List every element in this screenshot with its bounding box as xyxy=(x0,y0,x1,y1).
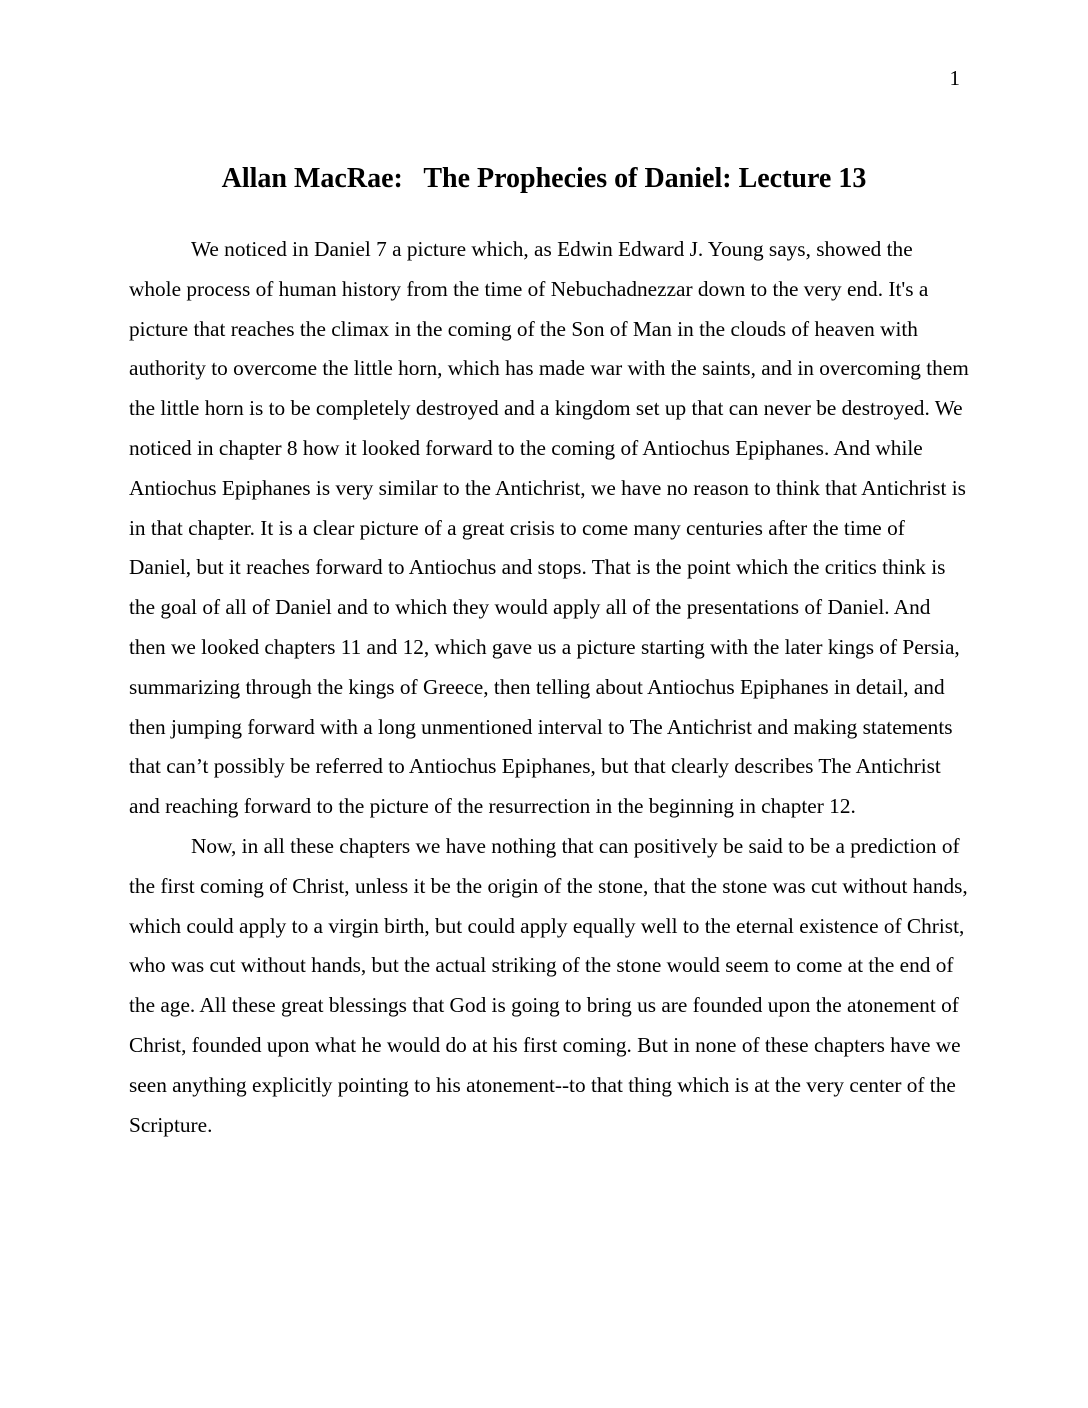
page-number: 1 xyxy=(949,66,960,90)
document-title: Allan MacRae: The Prophecies of Daniel: Lecture 13 xyxy=(221,163,867,194)
body-paragraph: Now, in all these chapters we have nothing that can positively be said to be a prediction of the first coming of Christ, unless it be the origin of the stone, that the stone was cut without hands, which could apply to a virgin birth, but could apply equally well to the eternal existence of Christ, who was cut without hands, but the actual striking of the stone would seem to come at the end of the age. All these great blessings that God is going to bring us are founded upon the atonement of Christ, founded upon what he would do at his first coming. But in none of these chapters have we seen anything explicitly pointing to his atonement--to that thing which is at the very center of the Scripture. xyxy=(129,833,968,1137)
body-paragraph: We noticed in Daniel 7 a picture which, as Edwin Edward J. Young says, showed the whole process of human history from the time of Nebuchadnezzar down to the very end. It's a picture that reaches the climax in the coming of the Son of Man in the clouds of heaven with authority to overcome the little horn, which has made war with the saints, and in overcoming them the little horn is to be completely destroyed and a kingdom set up that can never be destroyed. We noticed in chapter 8 how it looked forward to the coming of Antiochus Epiphanes. And while Antiochus Epiphanes is very similar to the Antichrist, we have no reason to think that Antichrist is in that chapter. It is a clear picture of a great crisis to come many centuries after the time of Daniel, but it reaches forward to Antiochus and stops. That is the point which the critics think is the goal of all of Daniel and to which they would apply all of the presentations of Daniel. And then we looked chapters 11 and 12, which gave us a picture starting with the later kings of Persia, summarizing through the kings of Greece, then telling about Antiochus Epiphanes in detail, and then jumping forward with a long unmentioned interval to The Antichrist and making statements that can’t possibly be referred to Antiochus Epiphanes, but that clearly describes The Antichrist and reaching forward to the picture of the resurrection in the beginning in chapter 12. xyxy=(129,237,969,819)
document-body xyxy=(129,230,969,1145)
